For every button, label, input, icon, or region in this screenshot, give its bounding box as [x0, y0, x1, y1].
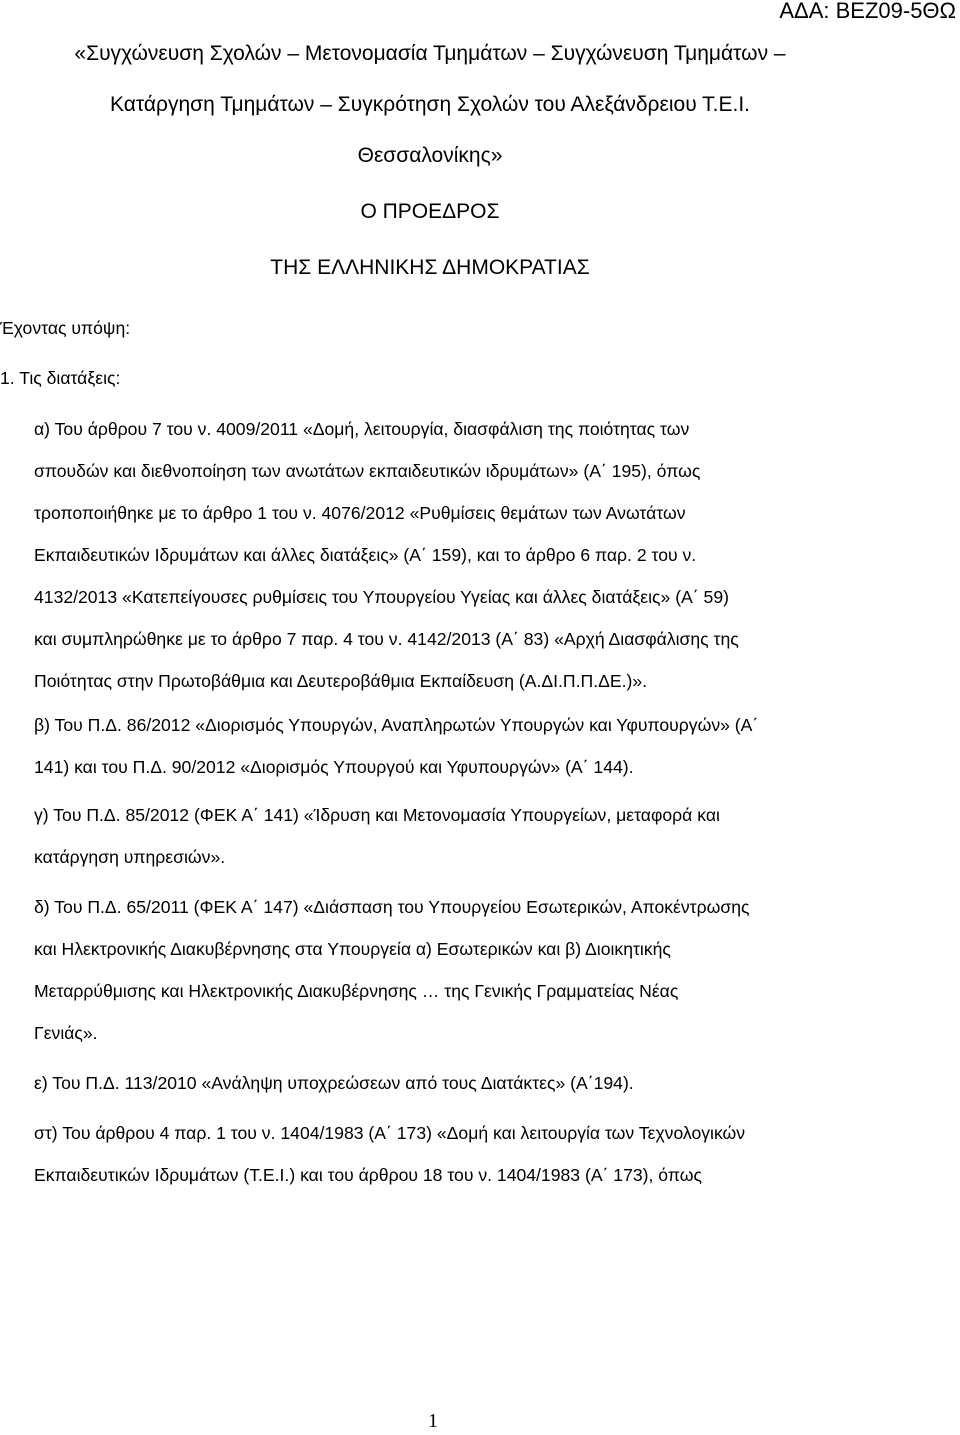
- list-item-1: 1. Τις διατάξεις:: [0, 368, 121, 388]
- para-c-line: γ) Του Π.Δ. 85/2012 (ΦΕΚ Α΄ 141) «Ίδρυση και Μετονομασία Υπουργείων, μεταφορά και: [34, 805, 720, 825]
- para-d-line: δ) Του Π.Δ. 65/2011 (ΦΕΚ Α΄ 147) «Διάσπαση του Υπουργείου Εσωτερικών, Αποκέντρωσης: [34, 897, 750, 917]
- para-d-line: και Ηλεκτρονικής Διακυβέρνησης στα Υπουργεία α) Εσωτερικών και β) Διοικητικής: [34, 939, 671, 959]
- para-f-line: Εκπαιδευτικών Ιδρυμάτων (Τ.Ε.Ι.) και του άρθρου 18 του ν. 1404/1983 (Α΄ 173), όπως: [34, 1165, 702, 1185]
- having-in-view: Έχοντας υπόψη:: [0, 318, 131, 338]
- page-number: 1: [428, 1410, 438, 1432]
- president-heading: Ο ΠΡΟΕΔΡΟΣ: [360, 200, 500, 223]
- para-a-line: τροποποιήθηκε με το άρθρο 1 του ν. 4076/2012 «Ρυθμίσεις θεμάτων των Ανωτάτων: [34, 503, 686, 523]
- para-b-line: β) Του Π.Δ. 86/2012 «Διορισμός Υπουργών, Αναπληρωτών Υπουργών και Υφυπουργών» (Α΄: [34, 715, 759, 735]
- para-e-line: ε) Του Π.Δ. 113/2010 «Ανάληψη υποχρεώσεων από τους Διατάκτες» (Α΄194).: [34, 1073, 634, 1093]
- ada-code: ΑΔΑ: ΒΕΖ09-5ΘΩ: [779, 0, 956, 23]
- para-a-line: σπουδών και διεθνοποίηση των ανωτάτων εκπαιδευτικών ιδρυμάτων» (Α΄ 195), όπως: [34, 461, 701, 481]
- title-line-3: Θεσσαλονίκης»: [357, 144, 503, 167]
- title-line-1: «Συγχώνευση Σχολών – Μετονομασία Τμημάτων – Συγχώνευση Τμημάτων –: [74, 42, 786, 65]
- para-d-line: Γενιάς».: [34, 1023, 98, 1043]
- para-a-line: και συμπληρώθηκε με το άρθρο 7 παρ. 4 του ν. 4142/2013 (Α΄ 83) «Αρχή Διασφάλισης της: [34, 629, 739, 649]
- para-a-line: Εκπαιδευτικών Ιδρυμάτων και άλλες διατάξεις» (Α΄ 159), και το άρθρο 6 παρ. 2 του ν.: [34, 545, 697, 565]
- para-d-line: Μεταρρύθμισης και Ηλεκτρονικής Διακυβέρνησης … της Γενικής Γραμματείας Νέας: [34, 981, 679, 1001]
- para-f-line: στ) Του άρθρου 4 παρ. 1 του ν. 1404/1983 (Α΄ 173) «Δομή και λειτουργία των Τεχνολογικών: [34, 1123, 746, 1143]
- para-a-line: Ποιότητας στην Πρωτοβάθμια και Δευτεροβάθμια Εκπαίδευση (Α.ΔΙ.Π.Π.ΔΕ.)».: [34, 671, 648, 691]
- para-a-line: 4132/2013 «Κατεπείγουσες ρυθμίσεις του Υπουργείου Υγείας και άλλες διατάξεις» (Α΄ 59): [34, 587, 729, 607]
- para-a-line: α) Του άρθρου 7 του ν. 4009/2011 «Δομή, λειτουργία, διασφάλιση της ποιότητας των: [34, 419, 690, 439]
- republic-heading: ΤΗΣ ΕΛΛΗΝΙΚΗΣ ΔΗΜΟΚΡΑΤΙΑΣ: [270, 256, 590, 279]
- para-c-line: κατάργηση υπηρεσιών».: [34, 847, 226, 867]
- title-line-2: Κατάργηση Τμημάτων – Συγκρότηση Σχολών του Αλεξάνδρειου Τ.Ε.Ι.: [109, 93, 750, 116]
- para-b-line: 141) και του Π.Δ. 90/2012 «Διορισμός Υπουργού και Υφυπουργών» (Α΄ 144).: [34, 757, 634, 777]
